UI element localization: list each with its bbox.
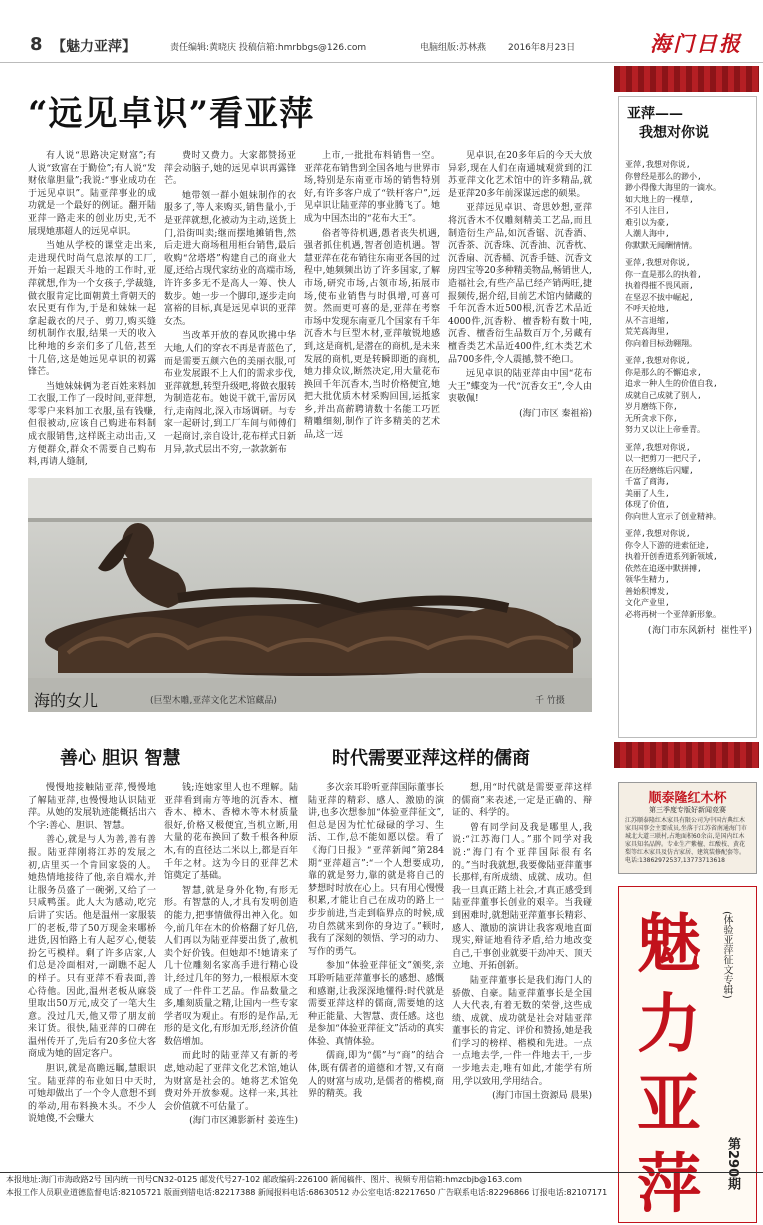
decorative-stripe: [614, 742, 759, 768]
paragraph: 俗者等待机遇,愚者丧失机遇,强者抓住机遇,智者创造机遇。智慧亚萍在花布销往东南亚各国的过程中,她频频出访了许多国家,了解市场,研究市场,占领市场,拓展市场,使布业销售与时俱增,可喜可贺。然而更可喜的是,亚萍在考察市场中发现东南亚几个国家有千年沉香木与巨型木材,亚萍敏锐地感到,这是商机,是潜在的商机,是未来发展的商机,更是转瞬即逝的商机,她力排众议,断然决定,用大量花布换回千年沉香木,当时价格便宜,她把大批优质木材采购回国,运抵家乡,并出高薪聘请数十名能工巧匠精雕细刻,制作了许多精美的艺术品,这一远: [304, 228, 440, 441]
article3-col1: [308, 782, 444, 1162]
poem-body: [625, 159, 753, 638]
paragraph: 慢慢地接触陆亚萍,慢慢地了解陆亚萍,也慢慢地认识陆亚萍。从她的发展轨迹能概括出六个字:善心、胆识、智慧。: [28, 783, 156, 831]
photo-caption: (巨型木雕,亚萍文化艺术馆藏品): [150, 696, 277, 706]
column-subtitle: (体验亚萍征文专辑): [721, 911, 732, 999]
paragraph: 上市,一批批布料销售一空。亚萍花布销售到全国各地与世界市场,特别是东南亚市场的销售特别好,有许多客户成了“铁杆客户”,远见卓识让陆亚萍的事业腾飞了。她成为中国杰出的“花布大王”。: [304, 151, 440, 224]
poem-stanza: 亚萍,我想对你说, 你曾经是那么的渺小, 渺小得像大海里的一滴水。 如大地上的一棵草, 不引人注目, 难引以为豪, 人潮人海中, 你默默无闻酬情情。: [625, 160, 721, 250]
mermaid-sculpture-image: [28, 478, 592, 712]
article3-col2: [452, 782, 592, 1162]
paragraph: 有人说“思路决定财富”;有人说“致富在于勤俭”;有人说“发财依靠胆量”;我说:“事业成功在于远见卓识”。陆亚萍事业的成功就是一个最好的例证。翻开陆亚萍一路走来的创业历史,无不展现她那超人的远见卓识。: [28, 151, 156, 237]
paragraph: 她带领一群小姐妹制作的衣服多了,等人来购买,销售量小,于是亚萍就想,化被动为主动,送货上门,沿街叫卖;继而摆地摊销售,然后走进大商场租用柜台销售,最后收购“岔塔塔”构建自己的商业大厦,还给占现代家纺业的高端市场,许许多多无不是高人一筹、快人数步。她一步一个脚印,逐步走向富裕的目标,真是远见卓识的亚萍女杰。: [164, 190, 296, 327]
paragraph: 曾有同学问及我是哪里人,我说:“江苏海门人。”那个同学对我说:“海门有个亚萍国际很有名的。”当时我就想,我要像陆亚萍董事长那样,有所成绩、成就、成功。但我一旦真正踏上社会,才真正感受到陆亚萍董事长创业的艰辛。当我碰到困难时,就想陆亚萍董事长精彩、感人、激励的演讲让我客观地直面现实,辩证地看待矛盾,给力地改变自己,干事创业就要干劲冲天、顶天立地、开拓创新。: [452, 822, 592, 972]
poem-title-line1: 亚萍——: [627, 106, 683, 122]
designer-info: 电脑组版:苏林燕: [420, 43, 487, 53]
article3-title: 时代需要亚萍这样的儒商: [332, 748, 530, 769]
paragraph: 当她从学校的课堂走出来,走进现代时尚气息浓厚的工厂,开始一起跟天斗地的工作时,亚萍就想,作为一个女孩子,学裁缝,做衣服肯定比面朝黄土背朝天的农民更有作为,于是和妹妹一起拿起裁衣的尺子、剪刀,购买缝纫机制作衣服,结果一天的收入比种地的乡亲们多了几倍,甚至十几倍,这是她远见卓识的初露锋芒。: [28, 241, 156, 378]
poem-stanza: 亚萍,我想对你说, 你一直是那么的执着, 执着得摧不畏风雨, 在坚忍不拔中崛起, 不呼天抢地, 从不言退缩, 荒芜高海里, 你向着目标劲翱翔。: [625, 258, 702, 348]
section-name: 【魅力亚萍】: [52, 39, 136, 55]
page-number: 8: [30, 34, 43, 55]
paragraph: 智慧,就是身外化物,有形无形。有智慧的人,才具有发明创造的能力,把事情做得出神入化。如今,前几年在木的价格翻了好几倍,人们再以为陆亚萍要出货了,赦机卖个好价钱。但她却不!她请来了几十位雕刻名家高手进行精心设计,经过几年的努力,一根根原木变成了一件件工艺品。作品数量之多,雕刻质量之精,让国内一些专家学者叹为观止。有形的是作品,无形的是文化,有形加无形,经济价值数倍增加。: [164, 885, 298, 1047]
ad-body: [625, 817, 750, 865]
paragraph: 陆亚萍董事长是我们海门人的骄傲、自豪。陆亚萍董事长是全国人大代表,有着无数的荣誉,这些成绩、成就、成功就是社会对陆亚萍董事长的肯定、评价和赞扬,她是我们学习的榜样、楷模和先进。一点一点地去学,一件一件地去干,一步一步地去走,唯有如此,才能学有所用,学以致用,学用结合。: [452, 975, 592, 1087]
paragraph: 亚萍远见卓识、奇思妙想,亚萍将沉香木不仅雕刻精美工艺品,而且制造衍生产品,如沉香锯、沉香酒、沉香茶、沉香珠、沉香油、沉香枕、沉香扇、沉香桶、沉香手链、沉香文房四宝等20多种精美物品,畅销世人,造福社会,有些产品已经产销两旺,捷报频传,据介绍,目前艺术馆内储藏的千年沉香木近500根,沉香艺术品近4000件,沉香粉、檀香粉有数十吨,沉香、檀香衍生品数百万个,另藏有檀香类艺术品近400件,红木类艺术品700多件,令人震撼,赞不绝口。: [448, 203, 592, 365]
poem-signature: (海门市东风新村 崔性平): [646, 626, 753, 636]
ad-description: 江苏顺泰隆红木家具有限公司为中国古典红木家具国事会主要成员,坐落于江苏省南通海门市城北大道三联村,占地面积60余亩,是国内红木家具知名品牌。专业生产紫檀、红酸枝、黄花梨等红木家具及仿古家居、建筑装修配套等。: [625, 817, 747, 856]
article2-col2: [164, 782, 298, 1162]
poem-box: [618, 96, 757, 738]
footer-line: 本报工作人员职业道德监督电话:82105721 版面到错电话:82217388 新闻报料电话:68630512 办公室电话:82217650 广告联系电话:82296866 订报电话:82107171: [6, 1188, 608, 1197]
ad-phone: 电话:13862972537,13773713618: [625, 857, 725, 864]
paragraph: 费时又费力。大家都赞扬亚萍会动脑子,她的远见卓识再露锋芒。: [164, 151, 296, 187]
paragraph: 当改革开放的春风吹拂中华大地,人们的穿衣不再是青蓝色了,而是需要五颜六色的美丽衣服,可布业发展跟不上人们的需求步伐,亚萍就想,转型升级吧,将做衣服转为制造花布。她说干就干,雷厉风行,走南闯北,深入市场调研。与专家一起研讨,到工厂车间与师傅们一起商讨,亲自设计,花布样式日新月异,款式层出不穷,一款款新布: [164, 331, 296, 455]
article1-col3: [304, 150, 440, 470]
article3-signature: (海门市国土资源局 晨果): [492, 1091, 592, 1102]
paragraph: 善心,就是与人为善,善有善报。陆亚萍刚将江苏的发展之初,店里买一个肯回家袋的人。她热情地接待了他,亲自端水,并让服务员盛了一碗粥,又给了一只咸鸭蛋。此人大为感动,吃完后讲了实话。他是温州一家服装厂的老板,带了50万现金来哪桥进货,因怕路上有人起歹心,便装扮乞丐模样。剩了许多店家,人们总是冷面相对,一副瞧不起人的样子。只有亚萍不看表面,善心待他。因此,温州老板从麻袋里取出50万元,成交了一笔大生意。没过几天,他又带了朋友前来订货。很快,陆亚萍的口碑在温州传开了,先后有20多位大客商成为她的固定客户。: [28, 835, 156, 1060]
main-headline: “远见卓识”看亚萍: [28, 94, 315, 134]
page-footer: [0, 1172, 763, 1201]
sidebar: [614, 66, 759, 1222]
article2-col1: [28, 782, 156, 1162]
article2-signature: (海门市区滩影新村 姜连生): [189, 1116, 298, 1127]
paragraph: 而此时的陆亚萍又有新的考虑,她动起了亚萍文化艺术馆,她认为财富是社会的。她将艺术馆免费对外开放参观。这样一来,其社会价值就不可估量了。: [164, 1051, 298, 1112]
ad-subtitle: 第三季度专版好新闻竞赛: [649, 806, 726, 814]
article1-col4: [448, 150, 592, 470]
ad-title: 顺泰隆红木杯: [648, 791, 727, 806]
poem-stanza: 亚萍,我想对你说, 你是那么的不懈追求, 追求一种人生的价值自我, 成就自己成就了别人, 岁月磨练下你, 无所贪求下你, 努力又以让上帝垂青。: [625, 356, 718, 434]
article1-signature: (海门市区 秦祖裕): [519, 408, 592, 419]
photo-credit: 千 竹摄: [535, 696, 565, 706]
decorative-stripe: [614, 66, 759, 92]
paragraph: 见卓识,在20多年后的今天大放异彩,现在人们在南通城观赏到的江苏亚萍文化艺术馆中的许多精品,就是亚萍20多年前深谋远虑的硕果。: [448, 151, 592, 199]
poem-title: [627, 105, 709, 143]
issue-number: 第290期: [725, 1137, 740, 1191]
poem-stanza: 亚萍,我想对你说, 你令人下游的进索征途, 执着开创香道系列新领域, 依然在追逐中默拼搏, 领华生精力, 善始积博发, 文化产业里, 必将再树一个亚萍新形象。: [625, 529, 721, 619]
page-header: [0, 0, 763, 63]
paragraph: 钱;连她家里人也不理解。陆亚萍看到南方等地的沉香木、檀香木、樟木、香樟木等木材质量很好,价格又极便宜,当机立断,用大量的花布换回了数千根各种原木,有的直径达二米以上,都是百年千年之材。这为今日的亚萍艺术馆奠定了基础。: [164, 783, 298, 882]
advertisement-box: [618, 782, 757, 874]
poem-title-line2: 我想对你说: [639, 125, 709, 141]
paragraph: 当她妹妹俩为老百姓来料加工衣服,工作了一段时间,亚萍想,零零户来料加工衣服,虽有钱赚,但很被动,应该自己购进布料制成衣服销售,这样既主动出击,又方便群众,群众不需要自己购布料,再请人缝制,: [28, 381, 156, 468]
paragraph: 儒商,即为“儒”与“商”的结合体,既有儒者的道德和才智,又有商人的财富与成功,是儒者的楷模,商界的精英。我: [308, 1051, 444, 1100]
paragraph: 想,用“时代就是需要亚萍这样的儒商”来表述,一定是正确的、辩证的、科学的。: [452, 783, 592, 819]
sculpture-photo: [28, 478, 592, 712]
paragraph: 胆识,就是高瞻远瞩,慧眼识宝。陆亚萍的布业如日中天时,可她却做出了一个令人意想不到的举动,用布料换木头。不少人说她傻,不会赚大: [28, 1064, 156, 1125]
footer-line: 本报地址:海门市海政路2号 国内统一刊号CN32-0125 邮发代号27-102 邮政编码:226100 新闻稿件、图片、视频专用信箱:hmzcbjb@163.com: [6, 1175, 522, 1184]
article1-col1: [28, 150, 156, 470]
editor-info: 责任编辑:黄晓庆 投稿信箱:hmrbbgs@126.com: [170, 43, 367, 53]
paragraph: 多次亲耳聆听亚萍国际董事长陆亚萍的精彩、感人、激励的演讲,也多次想参加“体验亚萍征文”,但总是因为忙忙碌碌的学习、生活、工作,总不能如愿以偿。看了《海门日报》“亚萍新闻”第284期“亚萍超言”:“一个人想要成功,靠的就是努力,靠的就是将自己的梦想时时放在心上。只有用心慢慢积累,才能让自己在成功的路上一步步前进,当走到临界点的时候,成功自然就来到你的身边了。”顿时,我有了深刻的领悟、学习的动力、写作的勇气。: [308, 783, 444, 957]
photo-title: 海的女儿: [34, 691, 99, 710]
paragraph: 参加“体验亚萍征文”颁奖,亲耳聆听陆亚萍董事长的感想、感慨和感谢,让我深深地懂得:时代就是需要亚萍这样的儒商,需要她的这种正能量、大智慧、责任感。这也是参加“体验亚萍征文”活动的真实体验、真情体验。: [308, 961, 444, 1047]
issue-date: 2016年8月23日: [508, 43, 576, 53]
paragraph: 远见卓识的陆亚萍由中国“花布大王”蝶变为一代“沉香女王”,令人由衷敬佩!: [448, 369, 592, 405]
article1-col2: [164, 150, 296, 470]
column-title: 魅力亚萍: [637, 907, 701, 1222]
newspaper-logo: 海门日报: [650, 31, 742, 56]
article2-title: 善心 胆识 智慧: [60, 748, 181, 769]
poem-stanza: 亚萍,我想对你说, 以一把剪刀一把尺子, 在历经磨练后闪耀, 千富了商海, 美丽了人生, 体现了价值, 你向世人宣示了创业精神。: [625, 442, 721, 521]
